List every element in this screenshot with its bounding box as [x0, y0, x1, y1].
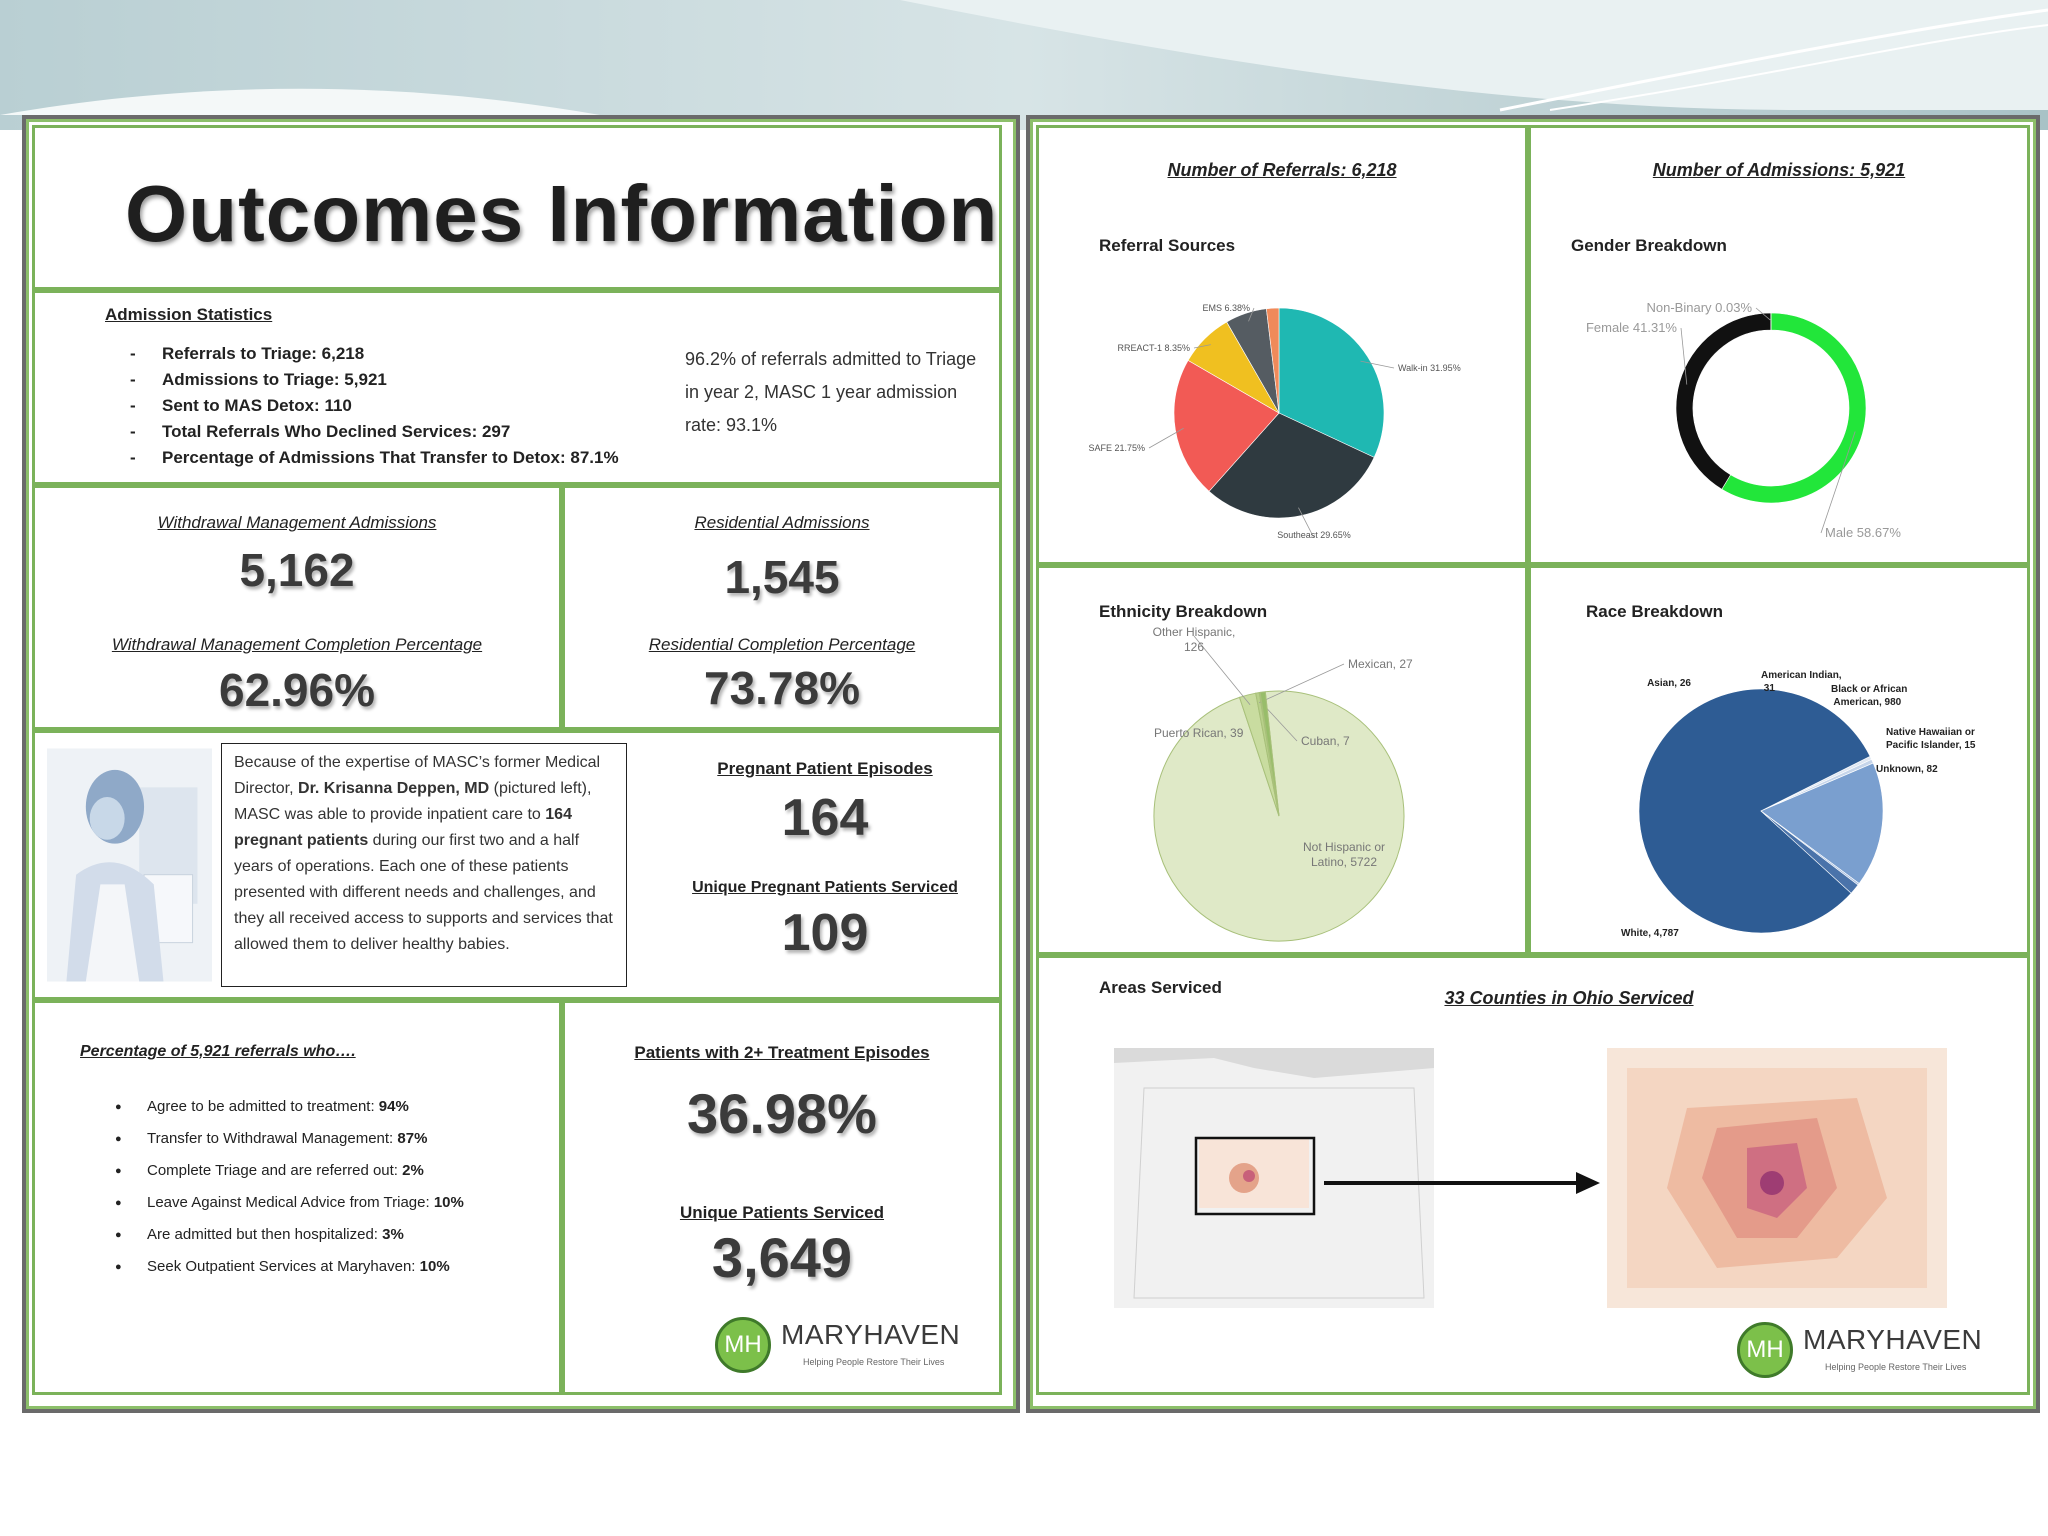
story-text: (pictured left), MASC was able to provide inpatient care to — [234, 780, 592, 823]
ethnicity-chart — [1039, 626, 1531, 946]
list-item: ● Transfer to Withdrawal Management: 87% — [115, 1123, 555, 1155]
story-text: Because of the expertise of MASC’s former Medical Director, — [234, 754, 601, 797]
list-item: - Percentage of Admissions That Transfer to Detox: 87.1% — [130, 445, 690, 471]
list-item: - Sent to MAS Detox: 110 — [130, 393, 690, 419]
logo-name: MARYHAVEN — [781, 1319, 961, 1350]
pregnancy-section — [32, 730, 1002, 1000]
gender-section — [1528, 125, 2030, 565]
doctor-photo — [47, 745, 212, 985]
arrow-icon — [1324, 1168, 1604, 1198]
slice-label: Non-Binary 0.03% — [1646, 300, 1752, 315]
pregnant-episodes-value: 164 — [781, 789, 869, 847]
withdrawal-completion-label: Withdrawal Management Completion Percentage — [111, 635, 483, 654]
doctor-name: Dr. Krisanna Deppen, MD — [298, 780, 490, 797]
logo-name: MARYHAVEN — [1803, 1324, 1983, 1355]
page-title: Outcomes Information — [125, 169, 999, 258]
withdrawal-completion-value: 62.96% — [218, 664, 375, 716]
maryhaven-logo — [1737, 1318, 2017, 1388]
slice-label: Puerto Rican, 39 — [1154, 726, 1244, 740]
list-item: - Total Referrals Who Declined Services: 297 — [130, 419, 690, 445]
residential-section — [562, 485, 1002, 730]
admission-stats-heading: Admission Statistics — [105, 305, 273, 324]
unique-patients-value: 3,649 — [711, 1226, 853, 1289]
race-section — [1528, 565, 2030, 955]
ethnicity-title: Ethnicity Breakdown — [1099, 602, 1268, 621]
slice-label: Female 41.31% — [1585, 320, 1677, 335]
story-text: during our first two and a half years of operations. Each one of these patients presented with different needs and challenges, and they all received access to supports and services that allowed them to deliver healthy babies. — [234, 832, 613, 953]
logo-mark: MH — [1737, 1322, 1793, 1378]
admission-stats-list — [130, 341, 690, 471]
list-item: ● Are admitted but then hospitalized: 3% — [115, 1219, 555, 1251]
withdrawal-admissions-label: Withdrawal Management Admissions — [157, 513, 437, 532]
admission-stats-section — [32, 290, 1002, 485]
race-title: Race Breakdown — [1586, 602, 1723, 621]
residential-completion-value: 73.78% — [703, 662, 860, 714]
areas-label: Areas Serviced — [1099, 978, 1222, 997]
referral-sources-title: Referral Sources — [1099, 236, 1236, 255]
title-section — [32, 125, 1002, 290]
withdrawal-section — [32, 485, 562, 730]
withdrawal-admissions-value: 5,162 — [239, 544, 355, 596]
gender-chart — [1531, 278, 2033, 538]
slice-label: Male 58.67% — [1825, 525, 1901, 538]
logo-tagline: Helping People Restore Their Lives — [803, 1357, 945, 1367]
slice-label: EMS 6.38% — [1202, 303, 1250, 313]
pie-slice — [1676, 313, 1771, 489]
treatment-episodes-section — [562, 1000, 1002, 1395]
residential-completion-label: Residential Completion Percentage — [648, 635, 916, 654]
referral-percentage-section — [32, 1000, 562, 1395]
list-item: ● Seek Outpatient Services at Maryhaven: 10% — [115, 1251, 555, 1283]
slice-label: White, 4,787 — [1621, 928, 1679, 939]
pie-slice — [1722, 313, 1866, 503]
slice-label: Other Hispanic, 126 — [1152, 626, 1236, 654]
referral-percentage-list — [115, 1091, 555, 1283]
slice-label: Walk-in 31.95% — [1398, 363, 1461, 373]
referral-sources-chart — [1039, 278, 1531, 538]
slice-label: Not Hispanic or Latino, 5722 — [1302, 840, 1386, 869]
pregnant-patients-highlight: 164 pregnant patients — [234, 806, 572, 849]
logo-tagline: Helping People Restore Their Lives — [1825, 1362, 1967, 1372]
left-panel — [22, 115, 1020, 1413]
logo-mark: MH — [715, 1317, 771, 1373]
list-item: - Referrals to Triage: 6,218 — [130, 341, 690, 367]
slice-label: Asian, 26 — [1647, 678, 1691, 689]
ethnicity-section — [1036, 565, 1528, 955]
unique-pregnant-value: 109 — [781, 904, 869, 962]
counties-heading: 33 Counties in Ohio Serviced — [1444, 988, 1694, 1008]
slice-label: RREACT-1 8.35% — [1117, 343, 1190, 353]
unique-pregnant-label: Unique Pregnant Patients Serviced — [692, 879, 958, 896]
maryhaven-logo — [715, 1313, 995, 1383]
slice-label: Black or African American, 980 — [1831, 684, 1908, 708]
unique-patients-label: Unique Patients Serviced — [679, 1203, 885, 1222]
multi-episode-value: 36.98% — [687, 1082, 877, 1145]
slice-label: Unknown, 82 — [1876, 764, 1938, 775]
list-item: - Admissions to Triage: 5,921 — [130, 367, 690, 393]
slice-label: American Indian, 31 — [1761, 670, 1842, 694]
right-panel — [1026, 115, 2040, 1413]
slice-label: Mexican, 27 — [1348, 657, 1413, 671]
areas-section — [1036, 955, 2030, 1395]
residential-admissions-value: 1,545 — [724, 551, 840, 603]
gender-title: Gender Breakdown — [1571, 236, 1727, 255]
header-banner — [0, 0, 2048, 130]
admissions-header: Number of Admissions: 5,921 — [1652, 160, 1906, 180]
slice-label: Cuban, 7 — [1301, 734, 1350, 748]
referral-sources-section — [1036, 125, 1528, 565]
slice-label: Southeast 29.65% — [1277, 530, 1351, 538]
referrals-header: Number of Referrals: 6,218 — [1167, 160, 1397, 180]
slice-label: SAFE 21.75% — [1088, 443, 1145, 453]
referral-percentage-heading: Percentage of 5,921 referrals who…. — [80, 1043, 356, 1060]
multi-episode-label: Patients with 2+ Treatment Episodes — [634, 1043, 930, 1062]
list-item: ● Agree to be admitted to treatment: 94% — [115, 1091, 555, 1123]
list-item: ● Leave Against Medical Advice from Triage: 10% — [115, 1187, 555, 1219]
pregnancy-story-box — [221, 743, 627, 987]
slice-label: Native Hawaiian or Pacific Islander, 15 — [1886, 727, 1976, 751]
pregnant-episodes-label: Pregnant Patient Episodes — [717, 759, 933, 778]
county-map — [1607, 1048, 1947, 1308]
race-chart — [1531, 626, 2033, 946]
residential-admissions-label: Residential Admissions — [694, 513, 870, 532]
admission-rate-note: 96.2% of referrals admitted to Triage in year 2, MASC 1 year admission rate: 93.1% — [685, 349, 977, 435]
list-item: ● Complete Triage and are referred out: 2% — [115, 1155, 555, 1187]
